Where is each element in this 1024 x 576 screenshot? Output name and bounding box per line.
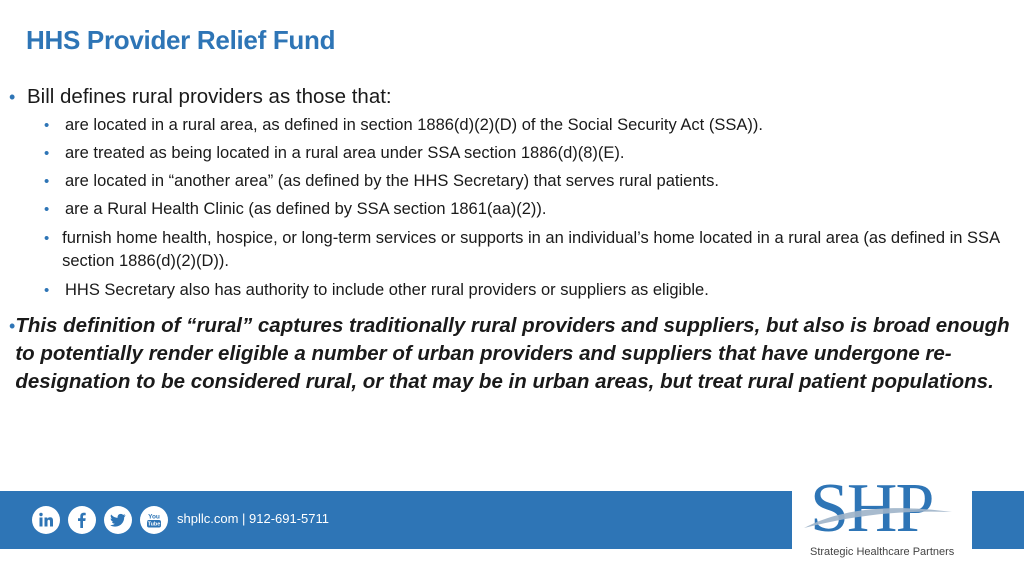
sub-bullet [44,227,1019,273]
bullet-conclusion-text: This definition of “rural” captures traditionally rural providers and suppliers, but also is broad enough to potentially render eligible a number of urban providers and suppliers that have undergone re-designation to be considered rural, or that may be in urban areas, but treat rural patient populations. [15,314,1010,393]
slide-title: HHS Provider Relief Fund [26,25,336,55]
sub-bullet-dot: • [44,173,50,190]
bullet-intro-text: Bill defines rural providers as those that: [27,85,392,108]
sub-bullet-dot: • [44,201,50,218]
sub-bullet [44,279,1019,302]
youtube-icon-text-bottom: Tube [147,521,161,528]
sub-bullet-dot: • [44,282,50,299]
sub-bullet [44,170,1019,193]
youtube-icon[interactable] [140,506,168,534]
youtube-icon-text-top: You [148,513,160,521]
contact-info[interactable]: shpllc.com | 912-691-5711 [177,511,330,526]
sub-bullet-dot: • [44,117,50,134]
sub-bullet [44,198,1019,221]
linkedin-icon[interactable] [32,506,60,534]
sub-bullet [44,114,1019,137]
twitter-icon[interactable] [104,506,132,534]
logo-letters: SHP [810,470,933,547]
sub-bullet-text: are a Rural Health Clinic (as defined by SSA section 1861(aa)(2)). [65,200,547,218]
bullet-intro [8,82,392,112]
sub-bullet [44,142,1019,165]
shp-logo [792,470,972,566]
social-links [32,506,168,534]
sub-bullet-text: are located in a rural area, as defined in section 1886(d)(2)(D) of the Social Security Act (SSA)). [65,116,763,134]
facebook-icon[interactable] [68,506,96,534]
sub-bullet-text: furnish home health, hospice, or long-term services or supports in an individual’s home located in a rural area (as defined in SSA section 1886(d)(2)(D)). [62,229,1000,270]
logo-swoosh-icon [802,498,962,538]
sub-bullet-text: are treated as being located in a rural area under SSA section 1886(d)(8)(E). [65,144,625,162]
sub-bullet-dot: • [44,145,50,162]
sub-bullet-dot: • [44,230,50,247]
sub-bullet-text: are located in “another area” (as defined by the HHS Secretary) that serves rural patients. [65,172,719,190]
bullet-dot: • [9,87,16,107]
bullet-conclusion [8,312,1020,396]
bullet-dot: • [9,316,16,336]
logo-tagline: Strategic Healthcare Partners [810,546,955,558]
sub-bullet-text: HHS Secretary also has authority to include other rural providers or suppliers as eligible. [65,281,709,299]
